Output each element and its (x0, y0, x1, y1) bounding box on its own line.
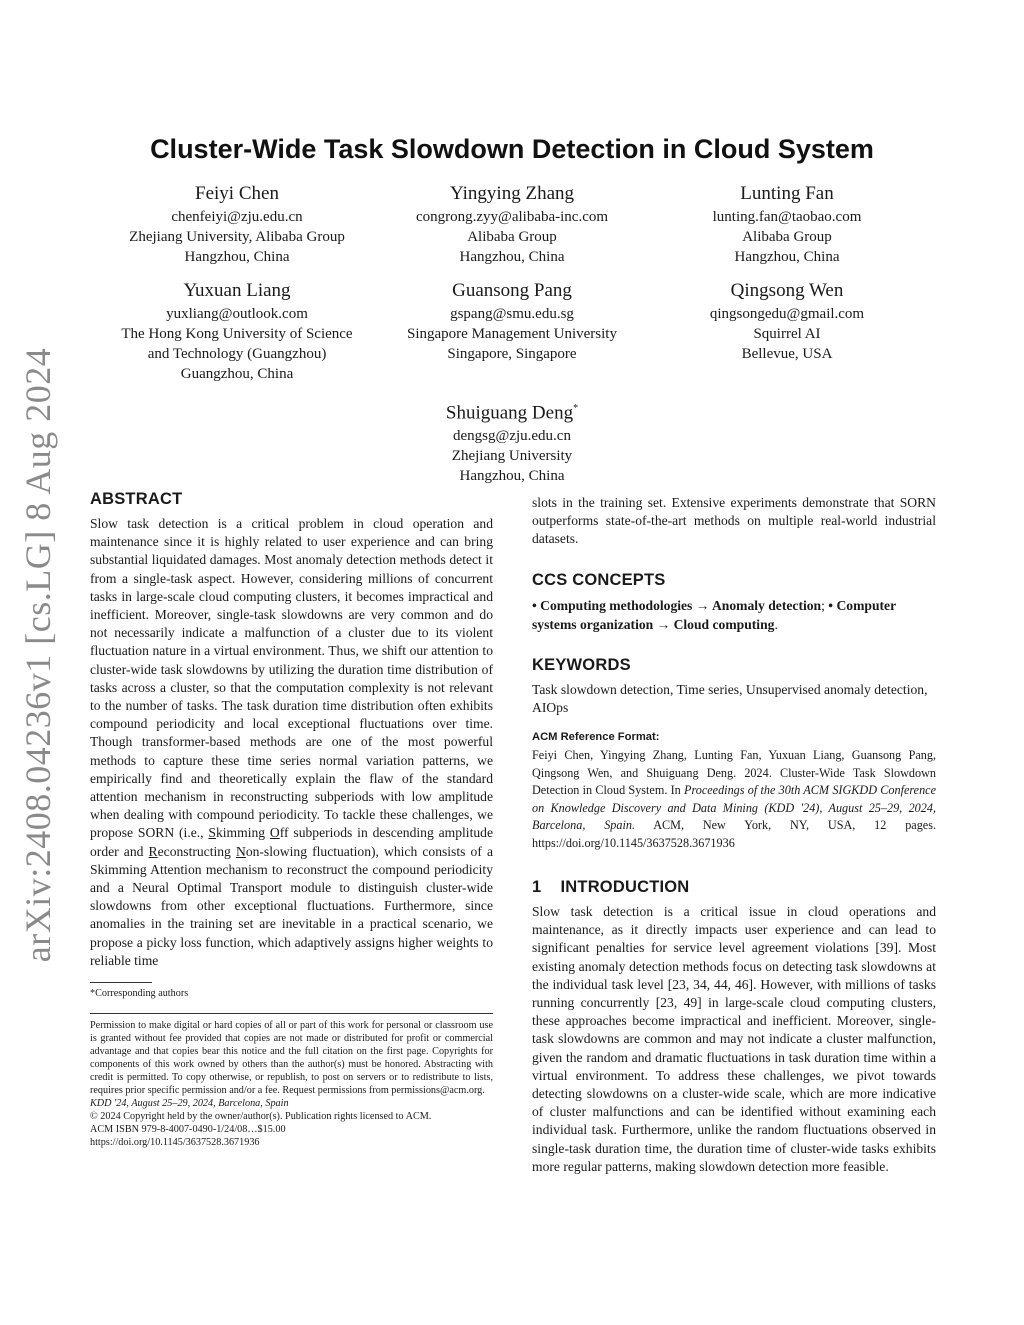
permission-rule (90, 1013, 493, 1014)
author-location: Hangzhou, China (734, 249, 840, 265)
author-email: chenfeiyi@zju.edu.cn (171, 209, 303, 225)
author-block (642, 181, 932, 267)
introduction-heading: 1 INTRODUCTION (532, 878, 690, 897)
author-affiliation: Alibaba Group (467, 229, 557, 245)
ccs-concepts: • Computing methodologies → Anomaly detection; • Computer systems organization → Cloud computing. (532, 597, 896, 632)
author-block (92, 278, 382, 384)
introduction-text: Slow task detection is a critical issue in cloud operations and maintenance, as it directly impacts user experience and can lead to significant penalties for service level agreement violations [39]. Most existing anomaly detection methods focus on detecting task slowdowns at the individual task level [23, 34, 44, 46]. However, with millions of tasks running concurrently [23, 49] in large-scale cloud computing clusters, these approaches become impractical and inefficient. Moreover, single-task slowdowns are common and may not indicate a cluster malfunction, given the random and dramatic fluctuations in task duration time within a virtual environment. To address these challenges, we pivot towards detecting slowdowns on a cluster-wide scale, which are more indicative of cluster malfunctions and can be identified without examining each individual task. Furthermore, unlike the random fluctuations observed in single-task duration time, the duration time of cluster-wide tasks exhibits more regular patterns, making slowdown detection more feasible. (532, 904, 936, 1174)
author-name: Shuiguang Deng* (445, 402, 579, 424)
author-block (92, 181, 382, 267)
author-block (367, 181, 657, 267)
author-name: Yingying Zhang (449, 183, 575, 204)
acm-reference-heading: ACM Reference Format: (532, 731, 660, 744)
author-email: lunting.fan@taobao.com (712, 209, 862, 225)
author-affiliation: Zhejiang University, Alibaba Group (129, 229, 345, 245)
author-location: Hangzhou, China (459, 249, 565, 265)
author-affiliation: Zhejiang University (451, 448, 573, 465)
author-location: Bellevue, USA (741, 346, 833, 362)
author-affiliation: Alibaba Group (742, 229, 832, 245)
corresponding-marker: * (573, 403, 579, 414)
author-name: Yuxuan Liang (183, 280, 291, 301)
copyright-line: © 2024 Copyright held by the owner/author(s). Publication rights licensed to ACM. (90, 1111, 432, 1123)
author-location: Hangzhou, China (184, 249, 290, 265)
author-location: Guangzhou, China (180, 366, 294, 382)
arxiv-sidebar-stamp (8, 347, 68, 963)
acm-reference-text: Feiyi Chen, Yingying Zhang, Lunting Fan, Yuxuan Liang, Guansong Pang, Qingsong Wen, and Shuiguang Deng. 2024. Cluster-Wide Task Slowdown Detection in Cloud System. In Proceedings of the 30th ACM SIGKDD Conference on Knowledge Discovery and Data Mining (KDD '24), August 25–29, 2024, Barcelona, Spain. ACM, New York, NY, USA, 12 pages. https://doi.org/10.1145/3637528.3671936 (532, 748, 936, 850)
author-affiliation: The Hong Kong University of Science (121, 326, 353, 342)
author-email: dengsg@zju.edu.cn (453, 428, 571, 445)
author-affiliation: Squirrel AI (753, 326, 821, 342)
paper-title: Cluster-Wide Task Slowdown Detection in Cloud System (150, 134, 874, 164)
author-block (642, 278, 932, 364)
arxiv-identifier: arXiv:2408.04236v1 [cs.LG] 8 Aug 2024 (18, 347, 58, 963)
isbn-line: ACM ISBN 979-8-4007-0490-1/24/08…$15.00 (90, 1124, 286, 1136)
author-email: qingsongedu@gmail.com (709, 306, 865, 322)
abstract-continuation: slots in the training set. Extensive experiments demonstrate that SORN outperforms state-of-the-art methods on multiple real-world industrial datasets. (532, 495, 936, 547)
abstract-heading: ABSTRACT (90, 490, 183, 508)
author-location: Singapore, Singapore (447, 346, 577, 362)
keywords-heading: KEYWORDS (532, 655, 631, 674)
permission-text: Permission to make digital or hard copies of all or part of this work for personal or classroom use is granted without fee provided that copies are not made or distributed for profit or commercial advantage and that copies bear this notice and the full citation on the first page. Copyrights for components of this work owned by others than the author(s) must be honored. Abstracting with credit is permitted. To copy otherwise, or republish, to post on servers or to redistribute to lists, requires prior specific permission and/or a fee. Request permissions from permissions@acm.org. (90, 1020, 493, 1097)
permission-block (90, 1019, 493, 1149)
left-column (90, 490, 493, 1149)
abstract-text: Slow task detection is a critical problem in cloud operation and maintenance since it is highly related to user experience and can bring substantial liquidated damages. Most anomaly detection methods detect it from a single-task aspect. However, considering millions of concurrent tasks in large-scale cloud computing clusters, it becomes impractical and inefficient. Moreover, single-task slowdowns are very common and do not necessarily indicate a malfunction of a cluster due to its violent fluctuation nature in a virtual environment. Thus, we shift our attention to cluster-wide task slowdowns by utilizing the duration time distribution of tasks across a cluster, so that the computation complexity is not relevant to the number of tasks. The task duration time distribution often exhibits compound periodicity and local exceptional fluctuations over time. Though transformer-based methods are one of the most powerful methods to capture these time series normal variation patterns, we empirically find and theoretically explain the flaw of the standard attention mechanism in reconstructing subperiods with low amplitude when dealing with compound periodicity. To tackle these challenges, we propose SORN (i.e., Skimming Off subperiods in descending amplitude order and Reconstructing Non-slowing fluctuation), which consists of a Skimming Attention mechanism to reconstruct the compound periodicity and a Neural Optimal Transport module to distinguish cluster-wide slowdowns from other exceptional fluctuations. Furthermore, since anomalies in the training set are inevitable in a practical scenario, we propose a picky loss function, which adaptively assigns higher weights to reliable time (90, 516, 494, 968)
author-block (367, 278, 657, 364)
ccs-heading: CCS CONCEPTS (532, 570, 666, 589)
author-name: Feiyi Chen (195, 183, 279, 204)
author-email: gspang@smu.edu.sg (450, 306, 574, 322)
author-email: yuxliang@outlook.com (166, 306, 308, 322)
right-column (532, 494, 936, 1176)
author-affiliation: Singapore Management University (407, 326, 617, 342)
venue-line: KDD '24, August 25–29, 2024, Barcelona, Spain (90, 1098, 289, 1110)
footnote-rule (90, 982, 152, 983)
author-name: Qingsong Wen (730, 280, 844, 301)
corresponding-footnote: *Corresponding authors (90, 988, 189, 1000)
author-name: Guansong Pang (452, 280, 572, 301)
author-location: Hangzhou, China (459, 468, 565, 485)
author-block (367, 396, 657, 486)
author-name: Lunting Fan (740, 183, 834, 204)
doi-link[interactable]: https://doi.org/10.1145/3637528.3671936 (90, 1137, 260, 1149)
author-affiliation: and Technology (Guangzhou) (147, 346, 327, 362)
keywords-text: Task slowdown detection, Time series, Unsupervised anomaly detection, AIOps (532, 681, 928, 715)
author-email: congrong.zyy@alibaba-inc.com (415, 209, 609, 225)
